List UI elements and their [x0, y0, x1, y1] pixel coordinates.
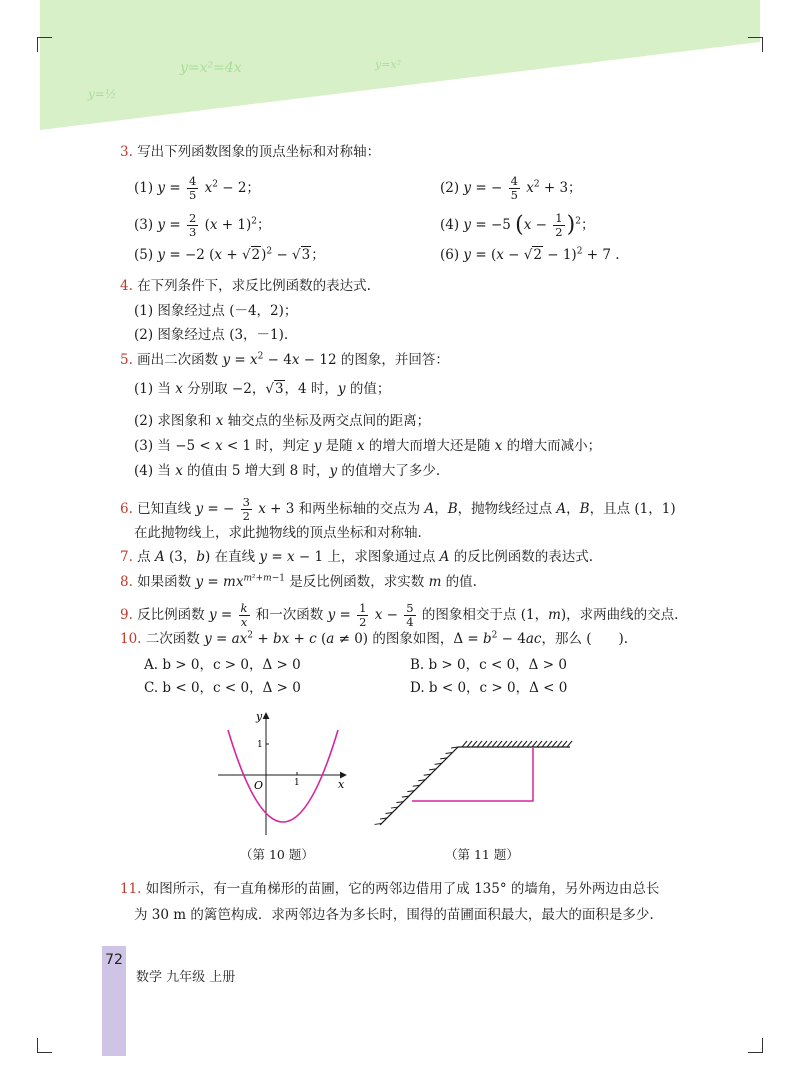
hatch-mark: [567, 741, 572, 747]
origin-label: O: [254, 779, 264, 792]
hatch-mark: [542, 741, 547, 747]
q3-item-3: (3) y = $\frac{2}{3}$ $(x + 1)^2$；: [134, 211, 271, 239]
q5-item-2: (2) 求图象和 x 轴交点的坐标及两交点间的距离；: [134, 413, 431, 429]
y-axis-label: y: [256, 710, 263, 723]
q11-line2: 为 30 m 的篱笆构成．求两邻边各为多长时，围得的苗圃面积最大，最大的面积是多少.: [134, 907, 654, 923]
page-number: 72: [105, 952, 123, 968]
hatch-mark: [522, 741, 527, 747]
q6-line2: 在此抛物线上，求此抛物线的顶点坐标和对称轴.: [134, 525, 422, 541]
q3-item-5: (5) y = −2 $(x + √2)^2 - √3$；: [134, 246, 325, 263]
q3-item-1: (1) y = $\frac{4}{5}$ $x^2 - 2$；: [134, 174, 260, 202]
hatch-mark: [547, 741, 552, 747]
q4-item-1: (1) 图象经过点 (－4，2)；: [134, 303, 298, 319]
tick-x-label: 1: [294, 778, 300, 788]
figure-11-caption: （第 11 题）: [445, 847, 519, 862]
q3-item-4: (4) y = −5 (x − $\frac{1}{2}$ )$^2$；: [440, 211, 595, 239]
header-banner: [40, 0, 760, 130]
fence-line: [412, 755, 533, 801]
q10-option-c: C. b < 0，c < 0，Δ > 0: [144, 680, 301, 696]
crop-mark: [37, 37, 52, 52]
q10-stem: 10. 二次函数 $y = ax^2$ + bx + c (a ≠ 0) 的图象如图，$\Delta = b^2 - 4ac$，那么 ( ).: [120, 630, 629, 647]
hatch-mark: [492, 741, 497, 747]
hatch-mark: [482, 741, 487, 747]
figure-10-graph: [210, 705, 360, 840]
crop-mark: [748, 37, 763, 52]
figure-11-fence: [370, 735, 580, 835]
hatch-mark: [562, 741, 567, 747]
hatch-mark: [487, 741, 492, 747]
crop-mark: [37, 1038, 52, 1053]
x-axis-label: x: [338, 778, 345, 791]
q8: 8. 如果函数 $y = mx^{m^2+m-1}$ 是反比例函数，求实数 m 的值.: [120, 573, 477, 590]
figure-10-caption: （第 10 题）: [240, 847, 314, 862]
hatch-mark: [477, 741, 482, 747]
q10-option-a: A. b > 0，c > 0，Δ > 0: [144, 657, 301, 673]
hatch-mark: [502, 741, 507, 747]
q5-title: 5. 画出二次函数 $y = x^2 - 4x - 12$ 的图象，并回答：: [120, 351, 449, 368]
q4-item-2: (2) 图象经过点 (3，－1).: [134, 327, 289, 343]
book-title: 数学 九年级 上册: [136, 970, 236, 985]
q3-item-6: (6) $y = (x - √2 - 1)^2 + 7$ .: [440, 246, 620, 263]
parabola-curve: [228, 730, 338, 822]
q5-item-4: (4) 当 x 的值由 5 增大到 8 时，y 的值增大了多少.: [134, 463, 441, 479]
hatch-mark: [532, 741, 537, 747]
hatch-mark: [507, 741, 512, 747]
q4-title: 4. 在下列条件下，求反比例函数的表达式.: [120, 278, 371, 294]
banner-decoration: y=½: [88, 87, 117, 101]
q10-option-b: B. b > 0，c < 0，Δ > 0: [410, 657, 567, 673]
hatch-mark: [472, 741, 477, 747]
hatch-mark: [497, 741, 502, 747]
q3-item-2: (2) y = − $\frac{4}{5}$ $x^2 + 3$；: [440, 174, 582, 202]
q5-item-1: (1) 当 x 分别取 −2，√3，4 时，y 的值；: [134, 381, 391, 397]
q11-line1: 11. 如图所示，有一直角梯形的苗圃，它的两邻边借用了成 135° 的墙角，另外两边由总长: [120, 881, 660, 897]
hatch-mark: [557, 741, 562, 747]
hatch-mark: [462, 741, 467, 747]
hatch-mark: [552, 741, 557, 747]
q10-option-d: D. b < 0，c > 0，Δ < 0: [410, 680, 568, 696]
wall-slant: [380, 747, 458, 825]
q7: 7. 点 A (3，b) 在直线 y = x − 1 上，求图象通过点 A 的反比例函数的表达式.: [120, 549, 593, 565]
crop-mark: [748, 1038, 763, 1053]
wall-hatching: [375, 741, 572, 824]
q5-item-3: (3) 当 −5 < x < 1 时，判定 y 是随 x 的增大而增大还是随 x 的增大而减小；: [134, 438, 602, 454]
hatch-mark: [517, 741, 522, 747]
q9: 9. 反比例函数 y = $\frac{k}{x}$ 和一次函数 y = $\frac{1}{2}$ x − $\frac{5}{4}$ 的图象相交于点 (1，m)，求两曲线的交点.: [120, 601, 679, 629]
hatch-mark: [537, 741, 542, 747]
tick-y-label: 1: [257, 740, 263, 750]
q6-line1: 6. 已知直线 y = − $\frac{3}{2}$ x + 3 和两坐标轴的交点为 A，B，抛物线经过点 A，B，且点 (1，1): [120, 495, 676, 523]
hatch-mark: [512, 741, 517, 747]
hatch-mark: [467, 741, 472, 747]
hatch-mark: [527, 741, 532, 747]
svg-text:y=x²: y=x²: [375, 58, 402, 71]
svg-text:y=x²=4x: y=x²=4x: [180, 60, 242, 76]
q3-title: 3. 写出下列函数图象的顶点坐标和对称轴：: [120, 144, 381, 160]
